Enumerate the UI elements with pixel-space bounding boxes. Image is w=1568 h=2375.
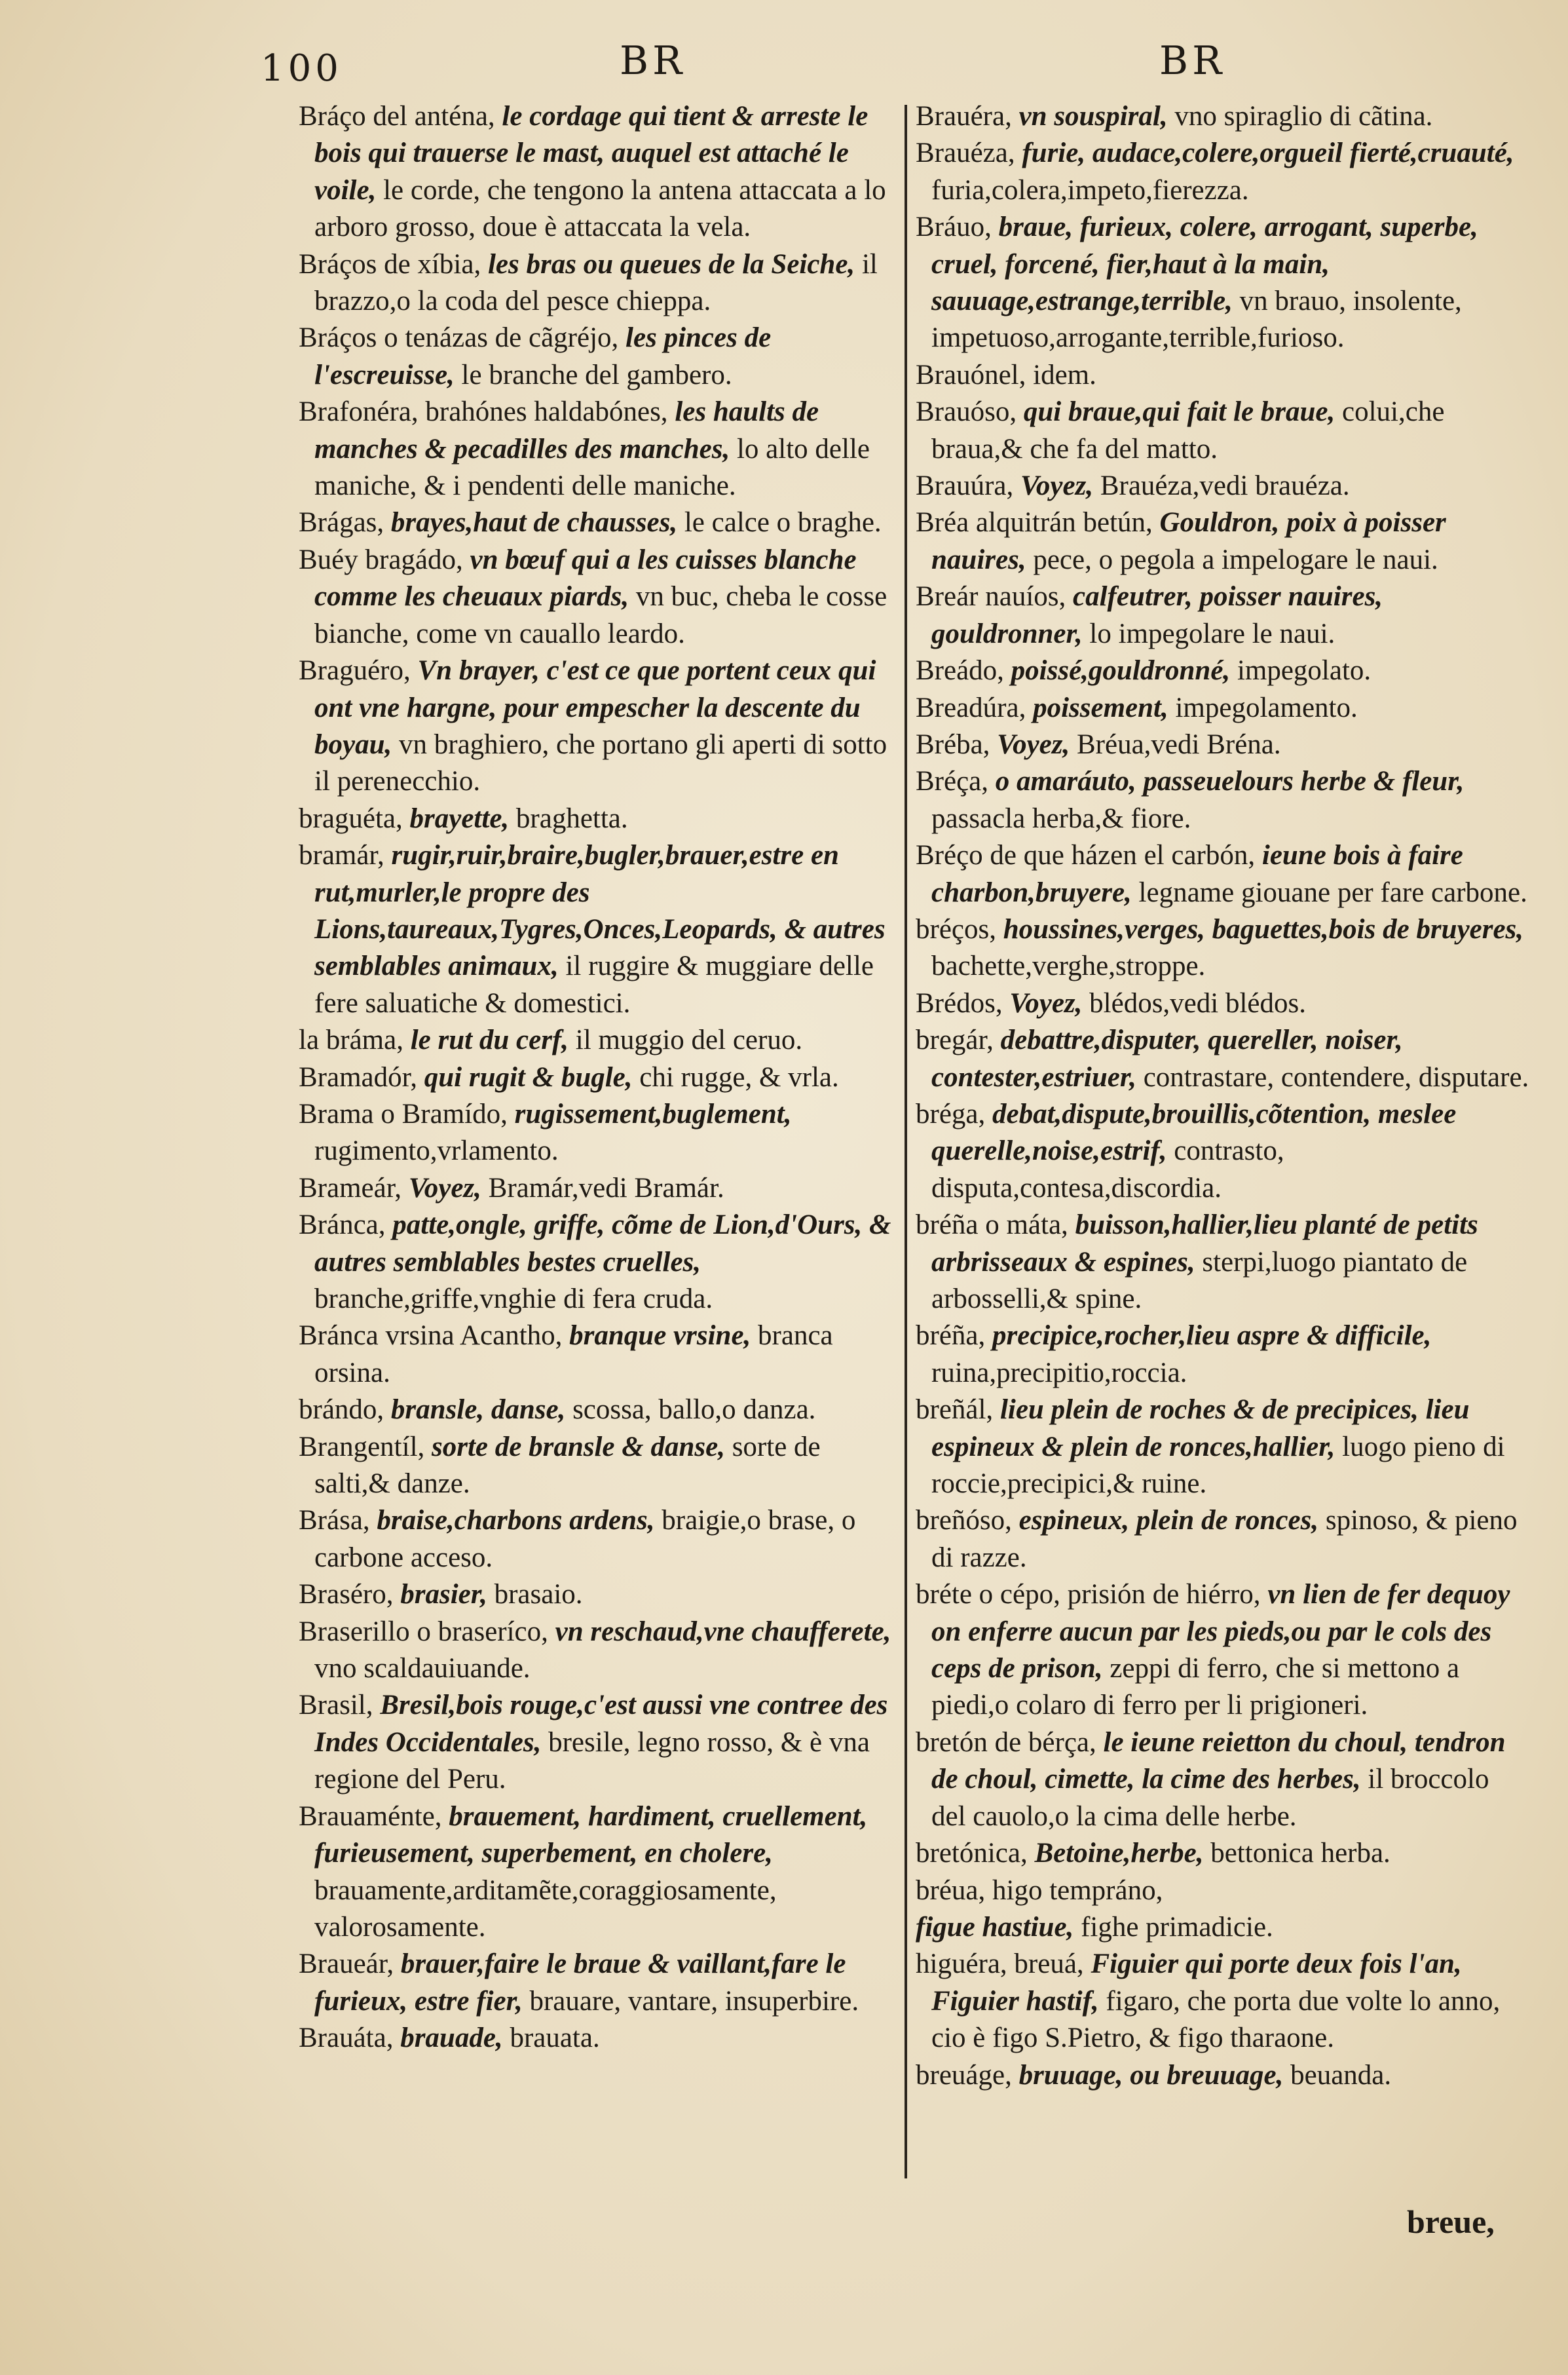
italian-gloss: brauata. bbox=[510, 2023, 600, 2054]
french-gloss: braise,charbons ardens, bbox=[377, 1505, 655, 1536]
headword: Brédos, bbox=[916, 987, 1003, 1019]
french-gloss: houssines,verges, baguettes,bois de bruyeres, bbox=[1003, 913, 1524, 945]
italian-gloss: beuanda. bbox=[1290, 2059, 1392, 2091]
right-column bbox=[916, 98, 1530, 2094]
italian-gloss: brasaio. bbox=[494, 1579, 583, 1610]
italian-gloss: bresile, legno rosso, & è vna regione del Peru. bbox=[314, 1726, 870, 1795]
headword: bretón de bérça, bbox=[916, 1726, 1096, 1758]
dictionary-entry bbox=[299, 1318, 900, 1392]
headword: Bráços o tenázas de cãgréjo, bbox=[299, 322, 619, 354]
headword: Brauaménte, bbox=[299, 1800, 442, 1832]
headword: Brása, bbox=[299, 1505, 370, 1536]
headword: breñál, bbox=[916, 1394, 994, 1426]
italian-gloss: braigie,o brase, o carbone acceso. bbox=[314, 1505, 856, 1573]
italian-gloss: il ruggire & muggiare delle fere saluatiche & domestici. bbox=[314, 951, 874, 1019]
dictionary-entry bbox=[916, 1872, 1530, 1909]
headword: bréga, bbox=[916, 1098, 986, 1130]
dictionary-entry bbox=[299, 1614, 900, 1688]
italian-gloss: branca orsina. bbox=[314, 1320, 833, 1388]
italian-gloss: zeppi di ferro, che si mettono a piedi,o colaro di ferro per li prigioneri. bbox=[931, 1653, 1460, 1721]
headword: Braueár, bbox=[299, 1948, 394, 1980]
french-gloss: lieu plein de roches & de precipices, lieu espineux & plein de ronces,hallier, bbox=[931, 1394, 1470, 1462]
french-gloss: bruuage, ou breuuage, bbox=[1018, 2059, 1284, 2091]
french-gloss: vn bœuf qui a les cuisses blanche comme les cheuaux piards, bbox=[314, 544, 857, 613]
italian-gloss: le branche del gambero. bbox=[461, 359, 732, 390]
dictionary-entry bbox=[916, 1946, 1530, 2057]
french-gloss: debat,dispute,brouillis,cõtention, meslee querelle,noise,estrif, bbox=[931, 1098, 1457, 1167]
french-gloss: vn reschaud,vne chaufferete, bbox=[555, 1616, 891, 1647]
italian-gloss: brauamente,arditamẽte,coraggiosamente, valorosamente. bbox=[314, 1874, 777, 1943]
italian-gloss: lo impegolare le naui. bbox=[1089, 618, 1335, 649]
dictionary-entry bbox=[916, 1022, 1530, 1096]
headword: Bránca vrsina Acantho, bbox=[299, 1320, 563, 1352]
french-gloss: debattre,disputer, quereller, noiser, contester,estriuer, bbox=[931, 1025, 1403, 1093]
italian-gloss: vno scaldauiuande. bbox=[314, 1653, 531, 1684]
dictionary-entry bbox=[916, 504, 1530, 579]
italian-gloss: furia,colera,impeto,fierezza. bbox=[931, 174, 1249, 206]
dictionary-entry bbox=[916, 727, 1530, 763]
dictionary-entry bbox=[299, 504, 900, 541]
dictionary-entry bbox=[299, 1170, 900, 1207]
dictionary-entry bbox=[299, 1576, 900, 1613]
italian-gloss: rugimento,vrlamento. bbox=[314, 1135, 559, 1167]
french-gloss: les bras ou queues de la Seiche, bbox=[487, 248, 855, 280]
dictionary-entry bbox=[299, 1392, 900, 1428]
italian-gloss: il broccolo del cauolo,o la cima delle herbe. bbox=[931, 1764, 1489, 1832]
french-gloss: o amaráuto, passeuelours herbe & fleur, bbox=[995, 766, 1465, 797]
french-gloss: le rut du cerf, bbox=[410, 1025, 569, 1056]
italian-gloss: Brauéza,vedi brauéza. bbox=[1100, 470, 1350, 502]
headword: Brangentíl, bbox=[299, 1431, 425, 1462]
french-gloss: rugir,ruir,braire,bugler,brauer,estre en rut,murler,le propre des Lions,taureaux,Tygres,Onces,Leopards, & autres semblables animaux, bbox=[314, 840, 886, 982]
dictionary-entry bbox=[916, 394, 1530, 468]
dictionary-entry bbox=[916, 1207, 1530, 1318]
dictionary-entry bbox=[916, 1835, 1530, 1872]
headword: Braserillo o braseríco, bbox=[299, 1616, 548, 1647]
headword: Bráço del anténa, bbox=[299, 101, 495, 132]
french-gloss: sorte de bransle & danse, bbox=[432, 1431, 725, 1462]
french-gloss: precipice,rocher,lieu aspre & difficile, bbox=[992, 1320, 1432, 1352]
italian-gloss: ruina,precipitio,roccia. bbox=[931, 1357, 1187, 1388]
dictionary-entry bbox=[299, 837, 900, 1022]
running-head-left: BR bbox=[620, 38, 686, 84]
headword: Brauáta, bbox=[299, 2023, 394, 2054]
french-gloss: le ieune reietton du choul, tendron de choul, cimette, la cime des herbes, bbox=[931, 1726, 1506, 1795]
dictionary-entry bbox=[299, 246, 900, 320]
dictionary-entry bbox=[916, 763, 1530, 837]
dictionary-entry bbox=[299, 1207, 900, 1318]
french-gloss: brasier, bbox=[400, 1579, 487, 1610]
italian-gloss: pece, o pegola a impelogare le naui. bbox=[1033, 544, 1438, 575]
dictionary-entry bbox=[916, 1724, 1530, 1835]
italian-gloss: braghetta. bbox=[515, 803, 628, 834]
dictionary-entry bbox=[916, 357, 1530, 394]
dictionary-entry bbox=[299, 1096, 900, 1170]
headword: Buéy bragádo, bbox=[299, 544, 463, 575]
headword: bretónica, bbox=[916, 1838, 1028, 1869]
catchword: breue, bbox=[1407, 2203, 1495, 2240]
italian-gloss: Bramár,vedi Bramár. bbox=[488, 1172, 724, 1204]
french-gloss: les haults de manches & pecadilles des manches, bbox=[314, 396, 819, 465]
italian-gloss: il brazzo,o la coda del pesce chieppa. bbox=[314, 248, 878, 317]
french-gloss: braue, furieux, colere, arrogant, superbe, cruel, forcené, fier,haut à la main, sauuage,estrange,terrible, bbox=[931, 212, 1478, 317]
french-gloss: brauade, bbox=[400, 2023, 503, 2054]
headword: Brauónel, bbox=[916, 359, 1026, 390]
headword: la bráma, bbox=[299, 1025, 403, 1056]
headword: Brágas, bbox=[299, 507, 384, 539]
italian-gloss: le corde, che tengono la antena attaccata a lo arboro grosso, doue è attaccata la vela. bbox=[314, 174, 886, 243]
french-gloss: branque vrsine, bbox=[569, 1320, 751, 1352]
italian-gloss: sorte de salti,& danze. bbox=[314, 1431, 821, 1500]
dictionary-entry bbox=[916, 1576, 1530, 1724]
dictionary-entry bbox=[299, 1502, 900, 1576]
french-gloss: furie, audace,colere,orgueil fierté,cruauté, bbox=[1022, 138, 1514, 169]
headword: Bréça, bbox=[916, 766, 989, 797]
dictionary-entry bbox=[299, 653, 900, 801]
dictionary-entry bbox=[916, 209, 1530, 357]
headword: bréña, bbox=[916, 1320, 986, 1352]
headword: braguéta, bbox=[299, 803, 403, 834]
headword: Brauóso, bbox=[916, 396, 1017, 428]
headword: Bráuo, bbox=[916, 212, 992, 243]
italian-gloss: il muggio del ceruo. bbox=[575, 1025, 803, 1056]
italian-gloss: contrasto, disputa,contesa,discordia. bbox=[931, 1135, 1284, 1204]
italian-gloss: impegolamento. bbox=[1175, 692, 1358, 723]
italian-gloss: spinoso, & pieno di razze. bbox=[931, 1505, 1518, 1573]
dictionary-entry bbox=[299, 1022, 900, 1059]
dictionary-entry bbox=[916, 135, 1530, 209]
french-gloss: Figuier qui porte deux fois l'an, Figuier hastif, bbox=[931, 1948, 1462, 2017]
italian-gloss: contrastare, contendere, disputare. bbox=[1143, 1061, 1529, 1093]
dictionary-entry bbox=[916, 1502, 1530, 1576]
italian-gloss: figaro, che porta due volte lo anno, cio è figo S.Pietro, & figo tharaone. bbox=[931, 1985, 1501, 2054]
headword: bramár, bbox=[299, 840, 384, 871]
french-gloss: brayette, bbox=[409, 803, 510, 834]
running-head-right: BR bbox=[1159, 38, 1226, 84]
dictionary-entry bbox=[916, 1909, 1530, 1946]
dictionary-entry bbox=[299, 1946, 900, 2020]
italian-gloss: Bréua,vedi Bréna. bbox=[1077, 729, 1281, 760]
french-gloss: brauer,faire le braue & vaillant,fare le furieux, estre fier, bbox=[314, 1948, 846, 2017]
french-gloss: patte,ongle, griffe, cõme de Lion,d'Ours, & autres semblables bestes cruelles, bbox=[314, 1209, 891, 1278]
dictionary-entry bbox=[916, 468, 1530, 504]
headword: Breár nauíos, bbox=[916, 581, 1066, 613]
italian-gloss: impegolato. bbox=[1237, 655, 1372, 687]
dictionary-entry bbox=[299, 1798, 900, 1947]
dictionary-entry bbox=[299, 320, 900, 394]
italian-gloss: passacla herba,& fiore. bbox=[931, 803, 1191, 834]
headword: Breadúra, bbox=[916, 692, 1026, 723]
french-gloss: espineux, plein de ronces, bbox=[1018, 1505, 1319, 1536]
headword: Bréço de que házen el carbón, bbox=[916, 840, 1256, 871]
italian-gloss: vno spiraglio di cãtina. bbox=[1174, 101, 1433, 132]
headword: bréua, bbox=[916, 1874, 986, 1906]
dictionary-entry bbox=[299, 1059, 900, 1096]
french-gloss: poissement, bbox=[1033, 692, 1168, 723]
dictionary-entry bbox=[916, 911, 1530, 985]
italian-gloss: sterpi,luogo piantato de arbosselli,& spine. bbox=[931, 1246, 1468, 1314]
french-gloss: Betoine,herbe, bbox=[1034, 1838, 1204, 1869]
headword: bréte o cépo, prisión de hiérro, bbox=[916, 1579, 1261, 1610]
french-gloss: vn souspiral, bbox=[1018, 101, 1168, 132]
french-gloss: qui rugit & bugle, bbox=[424, 1061, 633, 1093]
french-gloss: Voyez, bbox=[1020, 470, 1094, 502]
italian-gloss: luogo pieno di roccie,precipici,& ruine. bbox=[931, 1431, 1505, 1500]
headword: Bramadór, bbox=[299, 1061, 417, 1093]
dictionary-entry bbox=[299, 1687, 900, 1798]
italian-gloss: colui,che braua,& che fa del matto. bbox=[931, 396, 1445, 465]
italian-gloss: vn braghiero, che portano gli aperti di sotto il perenecchio. bbox=[314, 729, 887, 797]
headword: Breádo, bbox=[916, 655, 1004, 687]
french-gloss: les pinces de l'escreuisse, bbox=[314, 322, 772, 390]
dictionary-entry bbox=[916, 579, 1530, 653]
french-gloss: ieune bois à faire charbon,bruyere, bbox=[931, 840, 1463, 908]
french-gloss: Gouldron, poix à poisser nauires, bbox=[931, 507, 1446, 575]
italian-gloss: chi rugge, & vrla. bbox=[639, 1061, 839, 1093]
french-gloss: brayes,haut de chausses, bbox=[390, 507, 678, 539]
headword: Braguéro, bbox=[299, 655, 411, 687]
page-number: 100 bbox=[261, 47, 343, 90]
left-column bbox=[299, 98, 900, 2057]
headword: Bréba, bbox=[916, 729, 990, 760]
headword: Brauéra, bbox=[916, 101, 1012, 132]
italian-gloss: vn buc, cheba le cosse bianche, come vn cauallo leardo. bbox=[314, 581, 887, 649]
dictionary-entry bbox=[916, 985, 1530, 1022]
headword: breuáge, bbox=[916, 2059, 1012, 2091]
dictionary-entry bbox=[916, 690, 1530, 727]
french-gloss: bransle, danse, bbox=[390, 1394, 566, 1426]
headword: Bránca, bbox=[299, 1209, 386, 1241]
dictionary-entry bbox=[916, 2057, 1530, 2094]
dictionary-entry bbox=[916, 1318, 1530, 1392]
italian-gloss: blédos,vedi blédos. bbox=[1089, 987, 1306, 1019]
headword: higuéra, breuá, bbox=[916, 1948, 1084, 1980]
dictionary-entry bbox=[916, 1096, 1530, 1207]
headword: Bráços de xíbia, bbox=[299, 248, 481, 280]
french-gloss: Vn brayer, c'est ce que portent ceux qui ont vne hargne, pour empescher la descente du boyau, bbox=[314, 655, 876, 760]
french-gloss: rugissement,buglement, bbox=[514, 1098, 792, 1130]
headword: Brauéza, bbox=[916, 138, 1015, 169]
headword: bregár, bbox=[916, 1025, 994, 1056]
italian-gloss: lo alto delle maniche, & i pendenti delle maniche. bbox=[314, 433, 870, 502]
french-gloss: calfeutrer, poisser nauires, gouldronner, bbox=[931, 581, 1383, 649]
italian-gloss: brauare, vantare, insuperbire. bbox=[529, 1985, 859, 2017]
french-gloss: Voyez, bbox=[997, 729, 1070, 760]
dictionary-entry bbox=[299, 2020, 900, 2057]
italian-gloss: le calce o braghe. bbox=[684, 507, 882, 539]
dictionary-entry bbox=[916, 1392, 1530, 1502]
french-gloss: le cordage qui tient & arreste le bois qui trauerse le mast, auquel est attaché le voile, bbox=[314, 101, 868, 206]
italian-gloss: bachette,verghe,stroppe. bbox=[931, 951, 1206, 982]
headword: Bréa alquitrán betún, bbox=[916, 507, 1153, 539]
headword: bréços, bbox=[916, 913, 996, 945]
headword: Braséro, bbox=[299, 1579, 394, 1610]
french-gloss: poissé,gouldronné, bbox=[1011, 655, 1231, 687]
italian-gloss: higo tempráno, bbox=[992, 1874, 1163, 1906]
italian-gloss: idem. bbox=[1033, 359, 1096, 390]
french-gloss: Voyez, bbox=[408, 1172, 481, 1204]
dictionary-entry bbox=[299, 801, 900, 837]
dictionary-entry bbox=[916, 653, 1530, 689]
headword: Brasil, bbox=[299, 1690, 373, 1721]
headword: Brafonéra, brahónes haldabónes, bbox=[299, 396, 668, 428]
french-gloss: Voyez, bbox=[1009, 987, 1083, 1019]
dictionary-entry bbox=[299, 542, 900, 653]
dictionary-entry bbox=[299, 98, 900, 246]
italian-gloss: bettonica herba. bbox=[1210, 1838, 1391, 1869]
column-divider bbox=[905, 105, 907, 2178]
headword: bréña o máta, bbox=[916, 1209, 1068, 1241]
headword: Brameár, bbox=[299, 1172, 402, 1204]
italian-gloss: legname giouane per fare carbone. bbox=[1138, 877, 1527, 908]
dictionary-entry bbox=[299, 394, 900, 504]
dictionary-entry bbox=[916, 837, 1530, 911]
dictionary-entry bbox=[299, 1429, 900, 1503]
headword: Brama o Bramído, bbox=[299, 1098, 508, 1130]
headword: brándo, bbox=[299, 1394, 384, 1426]
french-gloss: vn lien de fer dequoy on enferre aucun par les pieds,ou par le cols des ceps de prison, bbox=[931, 1579, 1510, 1684]
italian-gloss: scossa, ballo,o danza. bbox=[572, 1394, 816, 1426]
headword: breñóso, bbox=[916, 1505, 1012, 1536]
french-gloss: brauement, hardiment, cruellement, furieusement, superbement, en cholere, bbox=[314, 1800, 868, 1869]
french-gloss: figue hastiue, bbox=[916, 1911, 1074, 1943]
italian-gloss: vn brauo, insolente, impetuoso,arrogante,terrible,furioso. bbox=[931, 286, 1462, 354]
french-gloss: Bresil,bois rouge,c'est aussi vne contree des Indes Occidentales, bbox=[314, 1690, 888, 1758]
french-gloss: qui braue,qui fait le braue, bbox=[1023, 396, 1335, 428]
french-gloss: buisson,hallier,lieu planté de petits arbrisseaux & espines, bbox=[931, 1209, 1478, 1278]
italian-gloss: fighe primadicie. bbox=[1081, 1911, 1273, 1943]
dictionary-entry bbox=[916, 98, 1530, 135]
headword: Brauúra, bbox=[916, 470, 1014, 502]
italian-gloss: branche,griffe,vnghie di fera cruda. bbox=[314, 1283, 713, 1314]
